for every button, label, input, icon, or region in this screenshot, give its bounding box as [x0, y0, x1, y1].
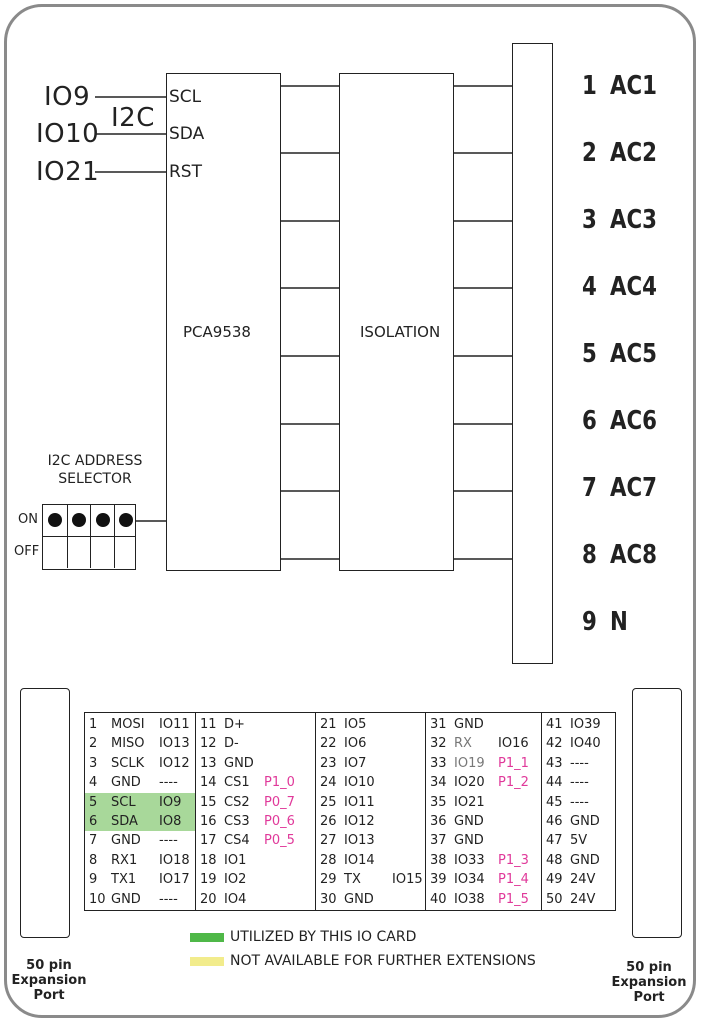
- output-8-number: 8: [582, 540, 597, 570]
- pin-function: ----: [570, 794, 589, 810]
- pin-function: IO19: [454, 755, 485, 771]
- pin-alt-function: P1_4: [498, 872, 529, 888]
- pin-number: 13: [200, 755, 217, 771]
- isolation-block: [339, 73, 454, 571]
- pin-number: 14: [200, 775, 217, 791]
- left-port-line1: 50 pin: [26, 958, 72, 973]
- pin-function: GND: [570, 814, 600, 829]
- pin-function: GND: [454, 717, 484, 732]
- pin-number: 21: [320, 717, 337, 732]
- pin-row-21: [316, 715, 425, 734]
- dip-divider: [43, 536, 135, 537]
- output-5-number: 5: [582, 339, 597, 369]
- pin-row-46: [542, 812, 615, 831]
- pin-row-48: [542, 851, 615, 870]
- pin-row-18: [196, 851, 315, 870]
- pin-alt-function: P1_0: [264, 775, 295, 791]
- pin-row-5: [85, 793, 195, 812]
- pin-number: 42: [546, 736, 563, 752]
- pin-function: CS1: [224, 775, 250, 791]
- pin-number: 9: [89, 872, 98, 888]
- selector-title-line2: SELECTOR: [58, 471, 132, 487]
- right-port-line1: 50 pin: [626, 960, 672, 975]
- pin-alt-function: P1_5: [498, 891, 529, 907]
- left-port-label: [8, 958, 90, 1003]
- dip-knob-2: [72, 513, 86, 527]
- pin-function: IO20: [454, 775, 485, 791]
- pin-alt-function: ----: [159, 891, 178, 907]
- output-9-label: N: [610, 607, 628, 637]
- pin-function: MOSI: [111, 717, 145, 732]
- pin-row-36: [426, 812, 541, 831]
- pin-row-28: [316, 851, 425, 870]
- legend-utilized-label: UTILIZED BY THIS IO CARD: [230, 929, 417, 945]
- pin-function: IO2: [224, 872, 247, 888]
- pin-alt-function: P1_1: [498, 755, 529, 771]
- pin-function: 5V: [570, 833, 588, 849]
- pin-number: 48: [546, 852, 563, 868]
- pin-alt-function: ----: [159, 833, 178, 849]
- pin-number: 49: [546, 872, 563, 888]
- pin-number: 22: [320, 736, 337, 752]
- pca9538-block: [166, 73, 281, 571]
- pin-row-10: [85, 890, 195, 909]
- pin-number: 6: [89, 814, 98, 829]
- pin-function: CS4: [224, 833, 250, 849]
- pin-number: 7: [89, 833, 98, 849]
- pin-function: GND: [570, 852, 600, 868]
- pin-row-19: [196, 870, 315, 889]
- pin-row-14: [196, 773, 315, 792]
- pin-number: 16: [200, 814, 217, 829]
- pin-row-40: [426, 890, 541, 909]
- pin-alt-function: P0_6: [264, 814, 295, 829]
- pin-row-6: [85, 812, 195, 831]
- pin-number: 29: [320, 872, 337, 888]
- pin-row-1: [85, 715, 195, 734]
- pin-number: 5: [89, 794, 98, 810]
- pin-row-29: [316, 870, 425, 889]
- output-4-number: 4: [582, 272, 597, 302]
- pin-number: 3: [89, 755, 98, 771]
- pin-function: RX: [454, 736, 472, 752]
- pin-number: 30: [320, 891, 337, 907]
- pin-function: GND: [111, 833, 141, 849]
- pin-number: 31: [430, 717, 447, 732]
- pin-number: 10: [89, 891, 106, 907]
- pin-row-4: [85, 773, 195, 792]
- pin-number: 43: [546, 755, 563, 771]
- pin-number: 50: [546, 891, 563, 907]
- output-1-label: AC1: [610, 71, 657, 101]
- pin-number: 28: [320, 852, 337, 868]
- pin-row-41: [542, 715, 615, 734]
- pin-row-43: [542, 754, 615, 773]
- pin-alt-function: P1_2: [498, 775, 529, 791]
- output-7-number: 7: [582, 473, 597, 503]
- pin-alt-function: ----: [159, 775, 178, 791]
- pin-number: 2: [89, 736, 98, 752]
- pin-table-column-4: [425, 713, 541, 910]
- dip-knob-1: [48, 513, 62, 527]
- pin-row-11: [196, 715, 315, 734]
- pin-number: 41: [546, 717, 563, 732]
- pin-number: 17: [200, 833, 217, 849]
- pin-number: 4: [89, 775, 98, 791]
- left-port-line2: Expansion: [11, 973, 87, 988]
- pin-number: 45: [546, 794, 563, 810]
- pin-number: 35: [430, 794, 447, 810]
- pin-function: IO10: [344, 775, 375, 791]
- pca9538-label: PCA9538: [183, 323, 251, 341]
- pin-function: SCLK: [111, 755, 145, 771]
- pin-row-35: [426, 793, 541, 812]
- pin-number: 19: [200, 872, 217, 888]
- pin-function: IO1: [224, 852, 247, 868]
- legend-unavailable-label: NOT AVAILABLE FOR FURTHER EXTENSIONS: [230, 953, 536, 969]
- pin-table-column-2: [195, 713, 315, 910]
- pin-function: GND: [111, 891, 141, 907]
- pin-row-24: [316, 773, 425, 792]
- pin-function: GND: [454, 833, 484, 849]
- pin-number: 46: [546, 814, 563, 829]
- pin-number: 11: [200, 717, 217, 732]
- pin-alt-function: P0_5: [264, 833, 295, 849]
- terminal-strip: [512, 43, 553, 664]
- output-6-label: AC6: [610, 406, 657, 436]
- pin-row-34: [426, 773, 541, 792]
- pin-number: 8: [89, 852, 98, 868]
- pin-row-8: [85, 851, 195, 870]
- pin-function: 24V: [570, 872, 596, 888]
- pin-row-7: [85, 831, 195, 850]
- pin-alt-function: IO16: [498, 736, 529, 752]
- legend-green-swatch: [190, 933, 224, 942]
- pin-row-23: [316, 754, 425, 773]
- pin-number: 39: [430, 872, 447, 888]
- pin-row-15: [196, 793, 315, 812]
- pin-function: RX1: [111, 852, 138, 868]
- selector-on-label: ON: [18, 512, 38, 527]
- pin-number: 26: [320, 814, 337, 829]
- dip-knob-3: [96, 513, 110, 527]
- pin-number: 23: [320, 755, 337, 771]
- pin-function: GND: [344, 891, 374, 907]
- pin-alt-function: IO8: [159, 814, 182, 829]
- pin-function: TX1: [111, 872, 137, 888]
- output-2-label: AC2: [610, 138, 657, 168]
- pin-row-26: [316, 812, 425, 831]
- pin-number: 27: [320, 833, 337, 849]
- pin-alt-function: P0_7: [264, 794, 295, 810]
- pin-rst-label: RST: [169, 162, 202, 182]
- output-5-label: AC5: [610, 339, 657, 369]
- pin-number: 33: [430, 755, 447, 771]
- pin-function: D+: [224, 717, 245, 732]
- pin-number: 38: [430, 852, 447, 868]
- pin-number: 37: [430, 833, 447, 849]
- pin-row-22: [316, 734, 425, 753]
- output-1-number: 1: [582, 71, 597, 101]
- pin-function: CS2: [224, 794, 250, 810]
- pin-function: IO6: [344, 736, 367, 752]
- pin-row-50: [542, 890, 615, 909]
- input-io9-label: IO9: [44, 82, 91, 112]
- pin-row-49: [542, 870, 615, 889]
- input-io21-label: IO21: [36, 157, 100, 187]
- pin-function: ----: [570, 755, 589, 771]
- output-9-number: 9: [582, 607, 597, 637]
- right-expansion-port: [632, 688, 682, 938]
- selector-off-label: OFF: [14, 544, 40, 559]
- pin-function: IO12: [344, 814, 375, 829]
- right-port-label: [606, 960, 692, 1005]
- pin-alt-function: IO18: [159, 852, 190, 868]
- dip-switch[interactable]: [42, 504, 136, 570]
- pin-row-27: [316, 831, 425, 850]
- pin-function: D-: [224, 736, 239, 752]
- pin-alt-function: IO9: [159, 794, 182, 810]
- pin-function: 24V: [570, 891, 596, 907]
- right-port-line3: Port: [633, 990, 665, 1005]
- pin-function: IO5: [344, 717, 367, 732]
- pin-row-39: [426, 870, 541, 889]
- pin-row-30: [316, 890, 425, 909]
- pin-number: 24: [320, 775, 337, 791]
- pin-number: 47: [546, 833, 563, 849]
- pin-function: IO7: [344, 755, 367, 771]
- output-4-label: AC4: [610, 272, 657, 302]
- pin-sda-label: SDA: [169, 124, 205, 144]
- pin-row-2: [85, 734, 195, 753]
- pin-function: MISO: [111, 736, 145, 752]
- pin-function: IO14: [344, 852, 375, 868]
- legend-yellow-swatch: [190, 957, 224, 966]
- pin-function: IO33: [454, 852, 485, 868]
- i2c-bus-label: I2C: [111, 103, 155, 133]
- pin-row-16: [196, 812, 315, 831]
- dip-knob-4: [119, 513, 133, 527]
- pin-table-column-3: [315, 713, 425, 910]
- pin-function: IO13: [344, 833, 375, 849]
- pin-number: 25: [320, 794, 337, 810]
- pin-row-17: [196, 831, 315, 850]
- pin-number: 34: [430, 775, 447, 791]
- pin-number: 20: [200, 891, 217, 907]
- pin-alt-function: IO13: [159, 736, 190, 752]
- pin-row-20: [196, 890, 315, 909]
- right-port-line2: Expansion: [611, 975, 687, 990]
- pin-function: SCL: [111, 794, 136, 810]
- pin-number: 32: [430, 736, 447, 752]
- pin-row-25: [316, 793, 425, 812]
- pin-function: SDA: [111, 814, 138, 829]
- pin-function: IO21: [454, 794, 485, 810]
- pin-function: GND: [224, 755, 254, 771]
- output-2-number: 2: [582, 138, 597, 168]
- pin-number: 44: [546, 775, 563, 791]
- pin-function: TX: [344, 872, 361, 888]
- pin-row-44: [542, 773, 615, 792]
- pin-row-13: [196, 754, 315, 773]
- output-6-number: 6: [582, 406, 597, 436]
- pin-function: GND: [111, 775, 141, 791]
- pin-alt-function: IO17: [159, 872, 190, 888]
- pin-alt-function: IO11: [159, 717, 190, 732]
- pin-number: 1: [89, 717, 98, 732]
- output-3-label: AC3: [610, 205, 657, 235]
- pin-row-45: [542, 793, 615, 812]
- pin-row-12: [196, 734, 315, 753]
- selector-title-line1: I2C ADDRESS: [47, 453, 143, 469]
- pin-row-3: [85, 754, 195, 773]
- input-io10-label: IO10: [36, 119, 100, 149]
- pin-row-32: [426, 734, 541, 753]
- pin-table-column-5: [541, 713, 615, 910]
- pin-function: IO4: [224, 891, 247, 907]
- output-3-number: 3: [582, 205, 597, 235]
- pin-table-column-1: [85, 713, 195, 910]
- pin-row-31: [426, 715, 541, 734]
- pin-row-47: [542, 831, 615, 850]
- output-7-label: AC7: [610, 473, 657, 503]
- pin-function: GND: [454, 814, 484, 829]
- pin-scl-label: SCL: [169, 87, 202, 107]
- pin-function: IO39: [570, 717, 601, 732]
- left-port-line3: Port: [33, 988, 65, 1003]
- pin-row-38: [426, 851, 541, 870]
- pin-row-42: [542, 734, 615, 753]
- pin-alt-function: P1_3: [498, 852, 529, 868]
- pin-function: IO34: [454, 872, 485, 888]
- pin-function: CS3: [224, 814, 250, 829]
- pin-function: IO38: [454, 891, 485, 907]
- pin-row-33: [426, 754, 541, 773]
- pin-number: 15: [200, 794, 217, 810]
- pin-number: 40: [430, 891, 447, 907]
- pin-number: 36: [430, 814, 447, 829]
- pin-table: [84, 712, 616, 911]
- pin-function: ----: [570, 775, 589, 791]
- output-8-label: AC8: [610, 540, 657, 570]
- pin-number: 18: [200, 852, 217, 868]
- pin-function: IO40: [570, 736, 601, 752]
- pin-alt-function: IO15: [392, 872, 423, 888]
- pin-row-37: [426, 831, 541, 850]
- pin-alt-function: IO12: [159, 755, 190, 771]
- isolation-label: ISOLATION: [360, 323, 441, 341]
- left-expansion-port: [20, 688, 70, 938]
- pin-number: 12: [200, 736, 217, 752]
- pin-function: IO11: [344, 794, 375, 810]
- pin-row-9: [85, 870, 195, 889]
